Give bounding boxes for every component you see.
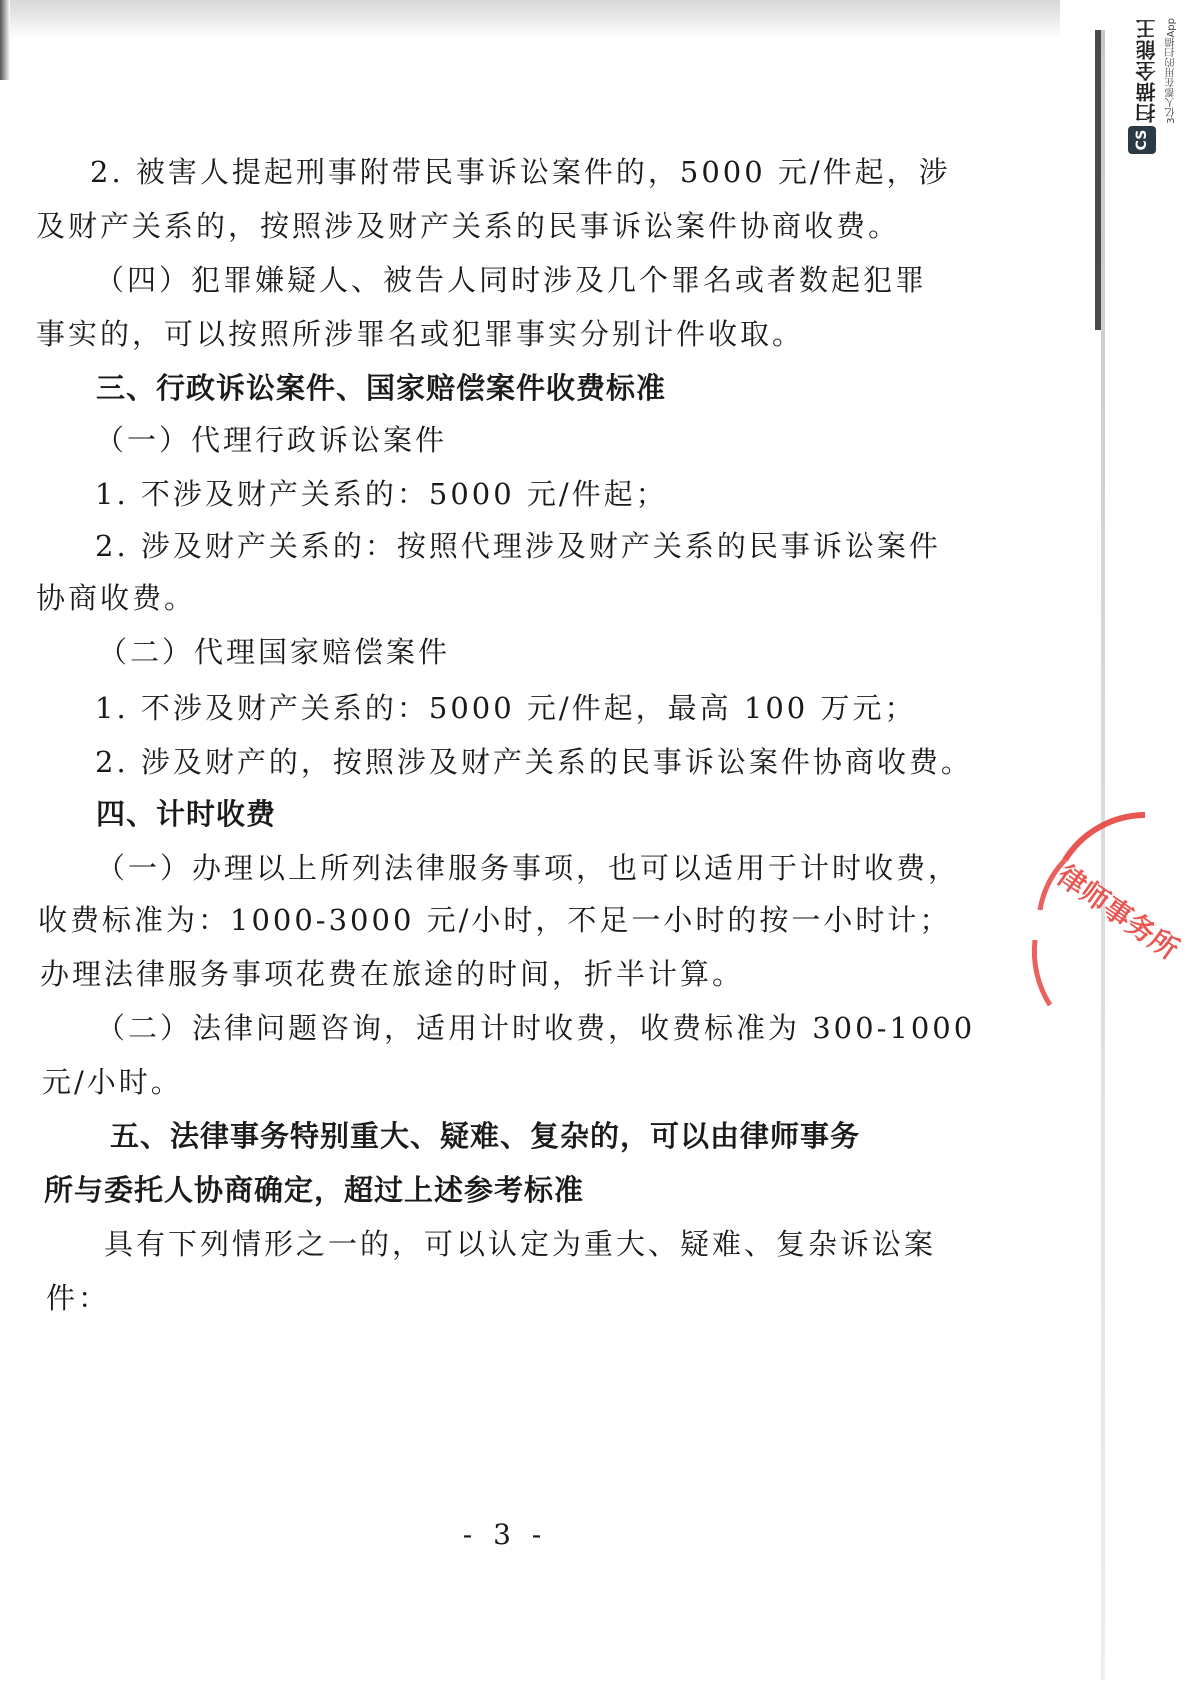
section-heading: 四、计时收费 xyxy=(96,797,277,831)
paragraph-line: 1. 不涉及财产关系的：5000 元/件起，最高 100 万元； xyxy=(95,691,917,725)
paragraph-line: 事实的，可以按照所涉罪名或犯罪事实分别计件收取。 xyxy=(36,317,805,351)
red-seal-stamp xyxy=(1025,800,1190,1020)
watermark-title: 扫描全能王 xyxy=(1135,18,1159,123)
watermark-subtitle: 3亿人都在用的扫描App xyxy=(1166,18,1177,124)
paragraph-line: 办理法律服务事项花费在旅途的时间，折半计算。 xyxy=(40,957,745,991)
paragraph-line: 具有下列情形之一的，可以认定为重大、疑难、复杂诉讼案 xyxy=(104,1227,937,1261)
svg-text:律师事务所: 律师事务所 xyxy=(1050,858,1185,967)
paragraph-line: 及财产关系的，按照涉及财产关系的民事诉讼案件协商收费。 xyxy=(36,209,901,243)
paragraph-line: 件： xyxy=(46,1281,111,1315)
subsection-heading: （二）代理国家赔偿案件 xyxy=(98,635,451,669)
paragraph-line: 1. 不涉及财产关系的：5000 元/件起； xyxy=(95,477,668,511)
page-number: - 3 - xyxy=(462,1518,548,1551)
watermark-logo-icon: CS xyxy=(1128,126,1156,154)
paragraph-line: （二）法律问题咨询，适用计时收费，收费标准为 300-1000 xyxy=(96,1011,976,1045)
scan-edge-left xyxy=(0,0,10,80)
scan-shadow-top xyxy=(0,0,1060,40)
subsection-heading: （一）代理行政诉讼案件 xyxy=(95,423,448,457)
section-heading: 五、法律事务特别重大、疑难、复杂的，可以由律师事务 xyxy=(110,1119,861,1153)
paragraph-line: 收费标准为：1000-3000 元/小时，不足一小时的按一小时计； xyxy=(38,903,952,937)
section-heading: 三、行政诉讼案件、国家赔偿案件收费标准 xyxy=(96,371,667,405)
section-heading: 所与委托人协商确定，超过上述参考标准 xyxy=(44,1173,585,1207)
scanner-watermark xyxy=(1112,18,1182,178)
paragraph-line: 2. 涉及财产关系的：按照代理涉及财产关系的民事诉讼案件 xyxy=(95,529,941,563)
paragraph-line: 2. 涉及财产的，按照涉及财产关系的民事诉讼案件协商收费。 xyxy=(95,745,973,779)
paragraph-line: （四）犯罪嫌疑人、被告人同时涉及几个罪名或者数起犯罪 xyxy=(95,263,928,297)
paragraph-line: 协商收费。 xyxy=(36,581,197,615)
paragraph-line: （一）办理以上所列法律服务事项，也可以适用于计时收费， xyxy=(96,851,961,885)
paragraph-line: 元/小时。 xyxy=(42,1065,183,1099)
paragraph-line: 2. 被害人提起刑事附带民事诉讼案件的，5000 元/件起，涉 xyxy=(90,155,951,189)
